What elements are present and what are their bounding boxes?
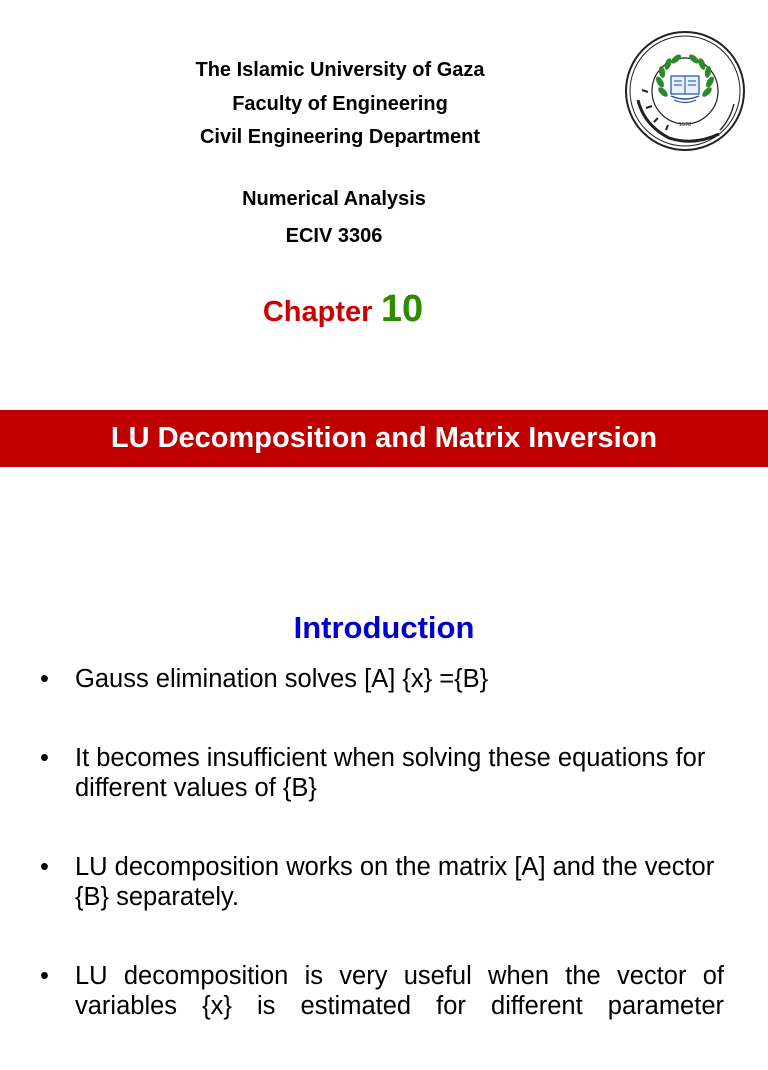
university-seal-icon xyxy=(624,30,746,152)
bullet-list xyxy=(40,664,724,1070)
course-name: Numerical Analysis xyxy=(242,188,426,210)
course-info xyxy=(134,181,534,255)
chapter-number: 10 xyxy=(380,288,424,330)
list-item: • LU decomposition works on the matrix [A] and the vector {B} separately. xyxy=(40,852,724,912)
department-name: Civil Engineering Department xyxy=(199,126,481,148)
svg-text:1978: 1978 xyxy=(678,122,692,128)
list-item: • LU decomposition is very useful when the vector of variables {x} is estimated for different parameter xyxy=(40,961,724,1021)
chapter-label: Chapter xyxy=(262,296,373,328)
list-item: • It becomes insufficient when solving these equations for different values of {B} xyxy=(40,743,724,803)
section-title: Introduction xyxy=(293,610,475,645)
chapter-heading xyxy=(200,288,486,331)
faculty-name: Faculty of Engineering xyxy=(232,92,448,115)
institution-header xyxy=(90,54,590,155)
slide-title-banner xyxy=(0,410,768,467)
slide-title: LU Decomposition and Matrix Inversion xyxy=(110,422,658,454)
university-name: The Islamic University of Gaza xyxy=(195,59,485,81)
list-item: • Gauss elimination solves [A] {x} ={B} xyxy=(40,664,724,694)
course-code: ECIV 3306 xyxy=(285,225,383,247)
